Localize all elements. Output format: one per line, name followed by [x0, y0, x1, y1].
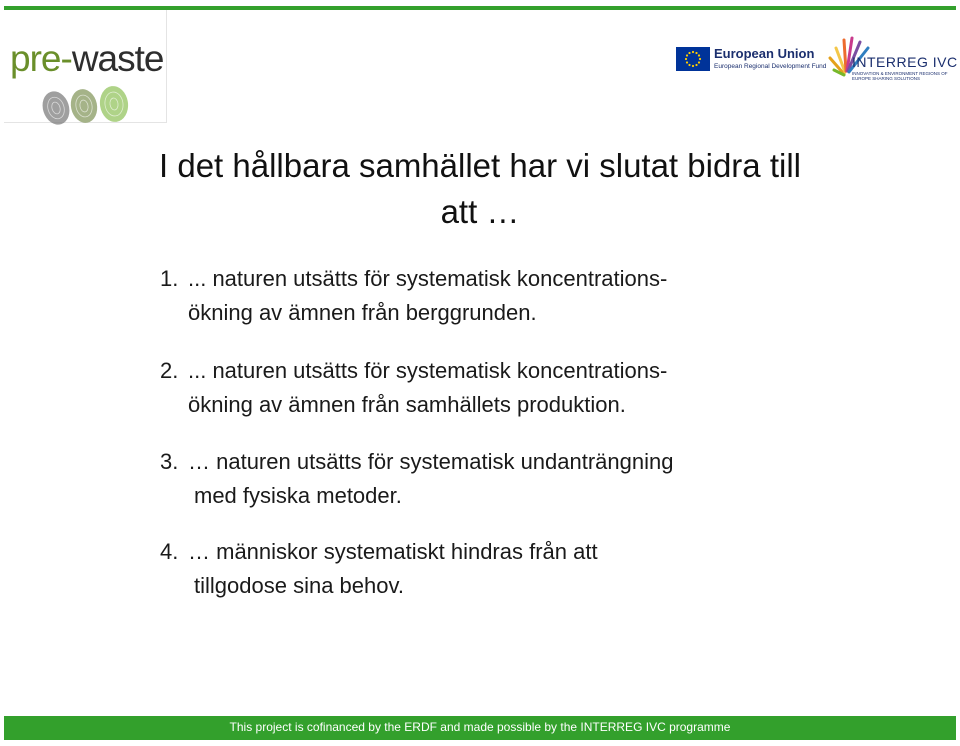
pre-waste-logo: [4, 10, 167, 123]
interreg-subtitle: INNOVATION & ENVIRONMENT REGIONS OF EUROPE SHARING SOLUTIONS: [852, 71, 948, 81]
list-item-number: 1.: [160, 266, 179, 291]
list-item-text: tillgodose sina behov.: [194, 573, 404, 598]
logo-waste: waste: [71, 38, 164, 79]
slide-title-line2: att …: [440, 193, 520, 230]
slide-title: [80, 143, 880, 235]
list-item-text: ... naturen utsätts för systematisk koncentrations-: [188, 358, 668, 383]
list-item-text: … människor systematiskt hindras från att: [188, 539, 598, 564]
list-item-text: ökning av ämnen från samhällets produktion.: [188, 392, 626, 417]
list-item-text: med fysiska metoder.: [194, 483, 402, 508]
slide-title-line1: I det hållbara samhället har vi slutat bidra till: [159, 147, 801, 184]
fingerprint-icons: [38, 84, 138, 128]
eu-title: European Union: [714, 46, 815, 61]
list-item-number: 3.: [160, 449, 179, 474]
logo-pre: pre-: [10, 38, 72, 79]
eu-flag-icon: [676, 47, 710, 71]
footer-bar: [4, 716, 956, 740]
footer-text: This project is cofinanced by the ERDF and made possible by the INTERREG IVC programme: [229, 720, 731, 734]
list-item-number: 2.: [160, 358, 179, 383]
eu-logo: [676, 46, 827, 76]
list-item-text: ... naturen utsätts för systematisk koncentrations-: [188, 266, 668, 291]
logo-wordmark: [10, 38, 163, 80]
interreg-title: INTERREG IVC: [852, 54, 958, 70]
eu-subtitle: European Regional Development Fund: [714, 63, 827, 70]
interreg-logo: [824, 34, 956, 84]
list-item-text: ökning av ämnen från berggrunden.: [188, 300, 537, 325]
list-item-number: 4.: [160, 539, 179, 564]
list-item-text: … naturen utsätts för systematisk undanträngning: [188, 449, 674, 474]
